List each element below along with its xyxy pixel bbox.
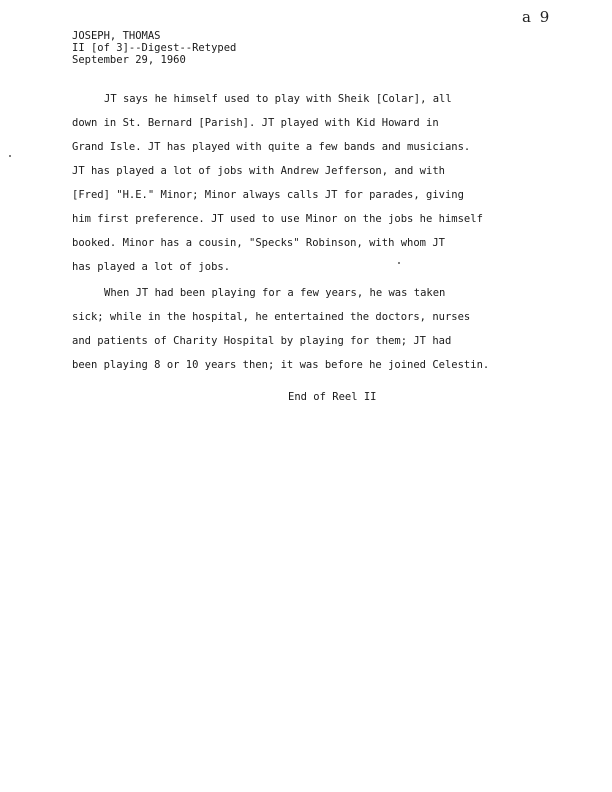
body-line: [Fred] "H.E." Minor; Minor always calls JT for parades, giving <box>72 189 464 201</box>
body-line: down in St. Bernard [Parish]. JT played with Kid Howard in <box>72 117 439 129</box>
body-line: booked. Minor has a cousin, "Specks" Robinson, with whom JT <box>72 237 445 249</box>
body-line: and patients of Charity Hospital by playing for them; JT had <box>72 335 452 347</box>
scan-speck <box>398 262 400 264</box>
interview-date: September 29, 1960 <box>72 54 186 66</box>
page-number: a 9 <box>522 8 552 26</box>
body-line: JT has played a lot of jobs with Andrew Jefferson, and with <box>72 165 445 177</box>
reel-description: II [of 3]--Digest--Retyped <box>72 42 237 54</box>
interviewee-name: JOSEPH, THOMAS <box>72 30 161 42</box>
scan-speck <box>9 155 11 157</box>
document-header <box>72 30 236 66</box>
body-line: Grand Isle. JT has played with quite a few bands and musicians. <box>72 141 471 153</box>
end-of-reel-note: End of Reel II <box>288 391 377 403</box>
body-line: When JT had been playing for a few years, he was taken <box>104 287 446 299</box>
body-line: been playing 8 or 10 years then; it was before he joined Celestin. <box>72 359 490 371</box>
body-line: sick; while in the hospital, he entertained the doctors, nurses <box>72 311 471 323</box>
body-line: him first preference. JT used to use Minor on the jobs he himself <box>72 213 483 225</box>
body-line: JT says he himself used to play with Sheik [Colar], all <box>104 93 452 105</box>
body-line: has played a lot of jobs. <box>72 261 231 273</box>
